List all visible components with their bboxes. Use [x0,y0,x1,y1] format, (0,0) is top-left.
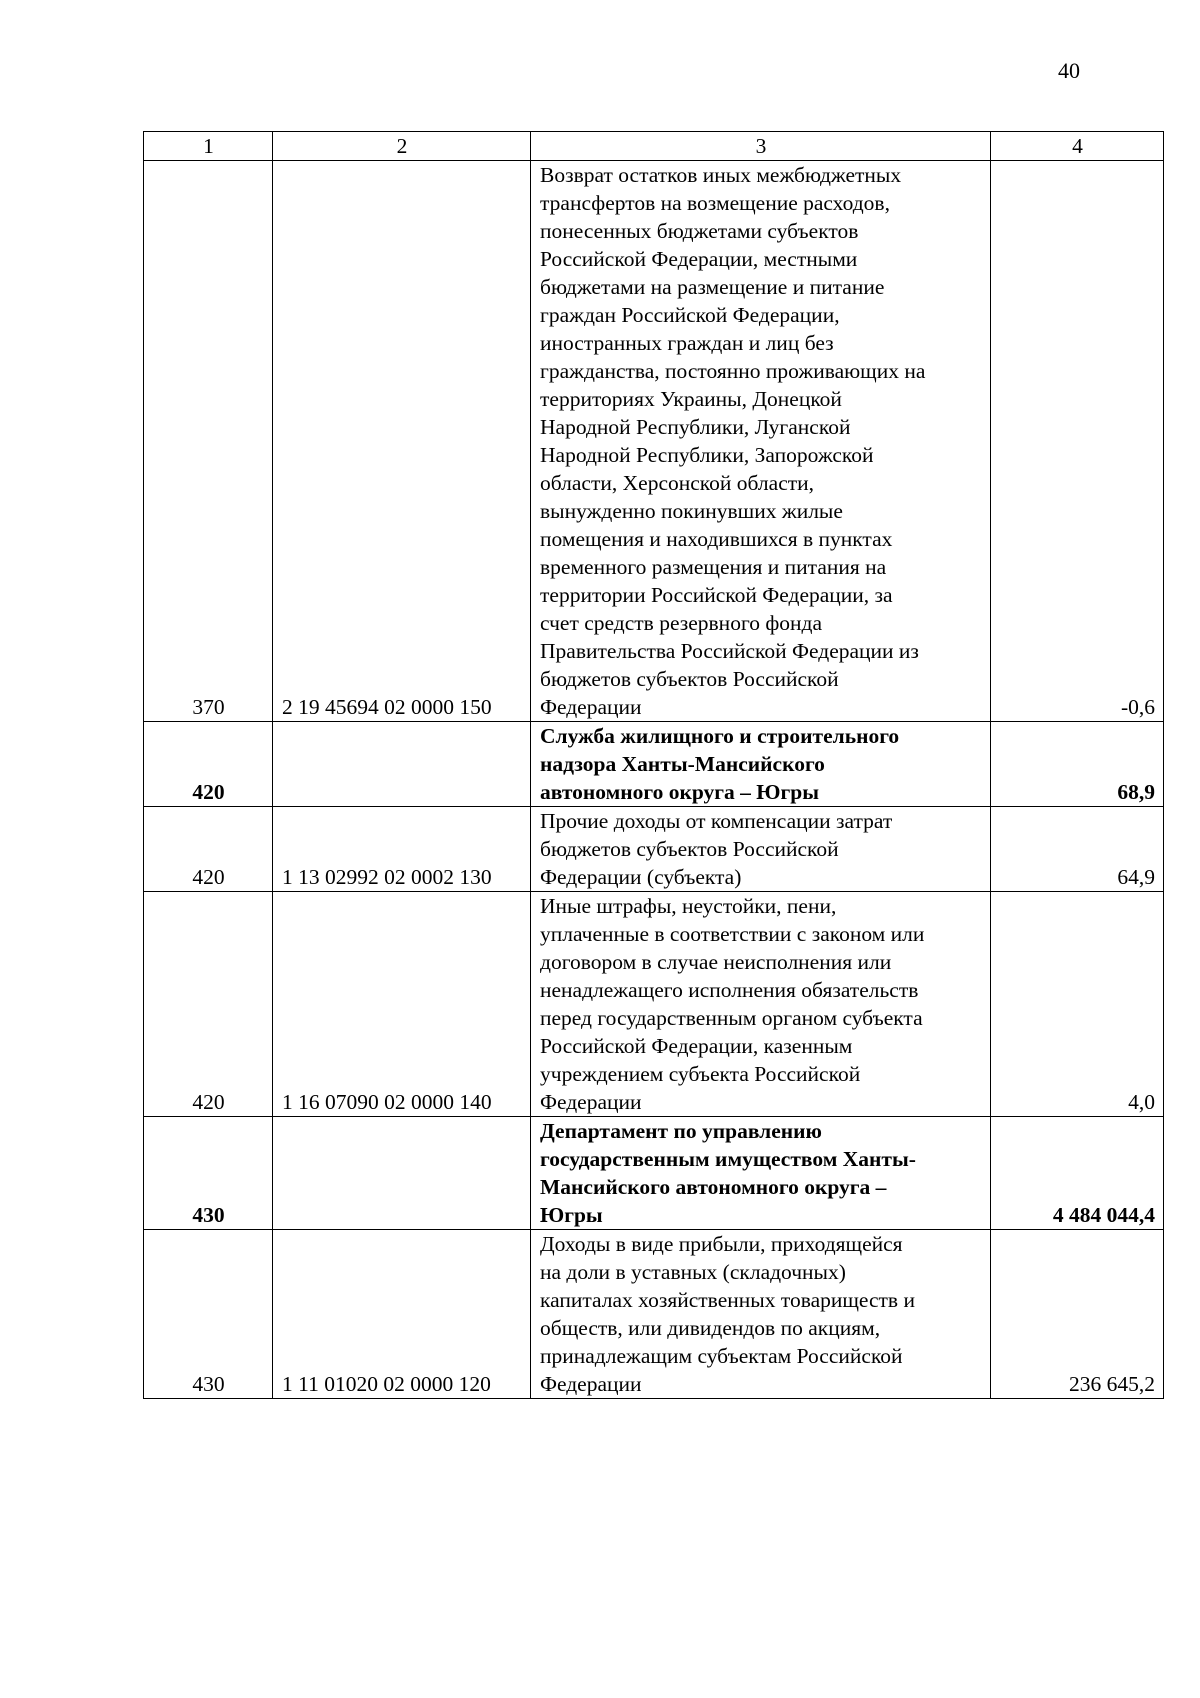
income-name-line: Народной Республики, Запорожской [540,443,874,467]
income-name-line: Департамент по управлению [540,1119,822,1143]
admin-code-cell: 420 [144,892,273,1117]
income-name-cell [531,161,991,722]
table-row [144,161,1164,722]
income-name-line: Правительства Российской Федерации из [540,639,919,663]
amount-cell: 4 484 044,4 [991,1117,1164,1230]
income-name-line: Народной Республики, Луганской [540,415,851,439]
amount-cell: 64,9 [991,807,1164,892]
income-name-line: Федерации (субъекта) [540,865,742,889]
table-row [144,1117,1164,1230]
income-name-line: временного размещения и питания на [540,555,887,579]
income-name-line: Югры [540,1203,603,1227]
income-name-line: гражданства, постоянно проживающих на [540,359,926,383]
amount-cell: 68,9 [991,722,1164,807]
page-number: 40 [1058,58,1080,83]
income-name-line: Федерации [540,1372,642,1396]
income-name-line: Возврат остатков иных межбюджетных [540,163,902,187]
income-name-line: бюджетов субъектов Российской [540,667,839,691]
income-name-line: ненадлежащего исполнения обязательств [540,978,919,1002]
income-name-line: учреждением субъекта Российской [540,1062,861,1086]
income-name-line: обществ, или дивидендов по акциям, [540,1316,881,1340]
income-name-cell [531,807,991,892]
income-name-cell [531,722,991,807]
income-name-line: счет средств резервного фонда [540,611,823,635]
table-row [144,807,1164,892]
budget-code-cell: 1 13 02992 02 0002 130 [273,807,531,892]
income-name-line: бюджетов субъектов Российской [540,837,839,861]
income-name-line: Федерации [540,1090,642,1114]
income-name-line: вынужденно покинувших жилые [540,499,843,523]
column-header-2: 2 [273,132,531,161]
income-name-line: на доли в уставных (складочных) [540,1260,846,1284]
admin-code-cell: 370 [144,161,273,722]
income-name-line: Доходы в виде прибыли, приходящейся [540,1232,903,1256]
admin-code-cell: 420 [144,807,273,892]
income-name-line: иностранных граждан и лиц без [540,331,834,355]
column-header-3: 3 [531,132,991,161]
table-row [144,1230,1164,1399]
income-name-line: территории Российской Федерации, за [540,583,893,607]
income-name-line: Российской Федерации, казенным [540,1034,853,1058]
budget-code-cell [273,722,531,807]
income-name-cell [531,1117,991,1230]
column-header-4: 4 [991,132,1164,161]
income-name-line: договором в случае неисполнения или [540,950,892,974]
header-row [144,132,1164,161]
budget-code-cell: 1 11 01020 02 0000 120 [273,1230,531,1399]
income-name-line: капиталах хозяйственных товариществ и [540,1288,915,1312]
amount-cell: 236 645,2 [991,1230,1164,1399]
income-name-line: помещения и находившихся в пунктах [540,527,893,551]
income-name-line: граждан Российской Федерации, [540,303,840,327]
income-name-line: перед государственным органом субъекта [540,1006,923,1030]
income-name-line: принадлежащим субъектам Российской [540,1344,903,1368]
income-name-cell [531,892,991,1117]
table-header [144,132,1164,161]
income-name-cell [531,1230,991,1399]
table-row [144,892,1164,1117]
income-name-line: Мансийского автономного округа – [540,1175,887,1199]
income-name-line: Российской Федерации, местными [540,247,858,271]
income-name-line: понесенных бюджетами субъектов [540,219,859,243]
income-name-line: бюджетами на размещение и питание [540,275,885,299]
income-name-line: Федерации [540,695,642,719]
admin-code-cell: 420 [144,722,273,807]
income-name-line: Прочие доходы от компенсации затрат [540,809,893,833]
income-name-line: трансфертов на возмещение расходов, [540,191,890,215]
income-name-line: территориях Украины, Донецкой [540,387,842,411]
income-name-line: Иные штрафы, неустойки, пени, [540,894,837,918]
budget-code-cell: 2 19 45694 02 0000 150 [273,161,531,722]
column-header-1: 1 [144,132,273,161]
income-name-line: уплаченные в соответствии с законом или [540,922,925,946]
income-name-line: надзора Ханты-Мансийского [540,752,825,776]
table-row [144,722,1164,807]
budget-code-cell [273,1117,531,1230]
income-name-line: Служба жилищного и строительного [540,724,900,748]
income-name-line: автономного округа – Югры [540,780,820,804]
budget-table [143,131,1164,1399]
amount-cell: 4,0 [991,892,1164,1117]
budget-code-cell: 1 16 07090 02 0000 140 [273,892,531,1117]
amount-cell: -0,6 [991,161,1164,722]
income-name-line: государственным имуществом Ханты- [540,1147,916,1171]
income-name-line: области, Херсонской области, [540,471,815,495]
table-body [144,161,1164,1399]
admin-code-cell: 430 [144,1230,273,1399]
admin-code-cell: 430 [144,1117,273,1230]
